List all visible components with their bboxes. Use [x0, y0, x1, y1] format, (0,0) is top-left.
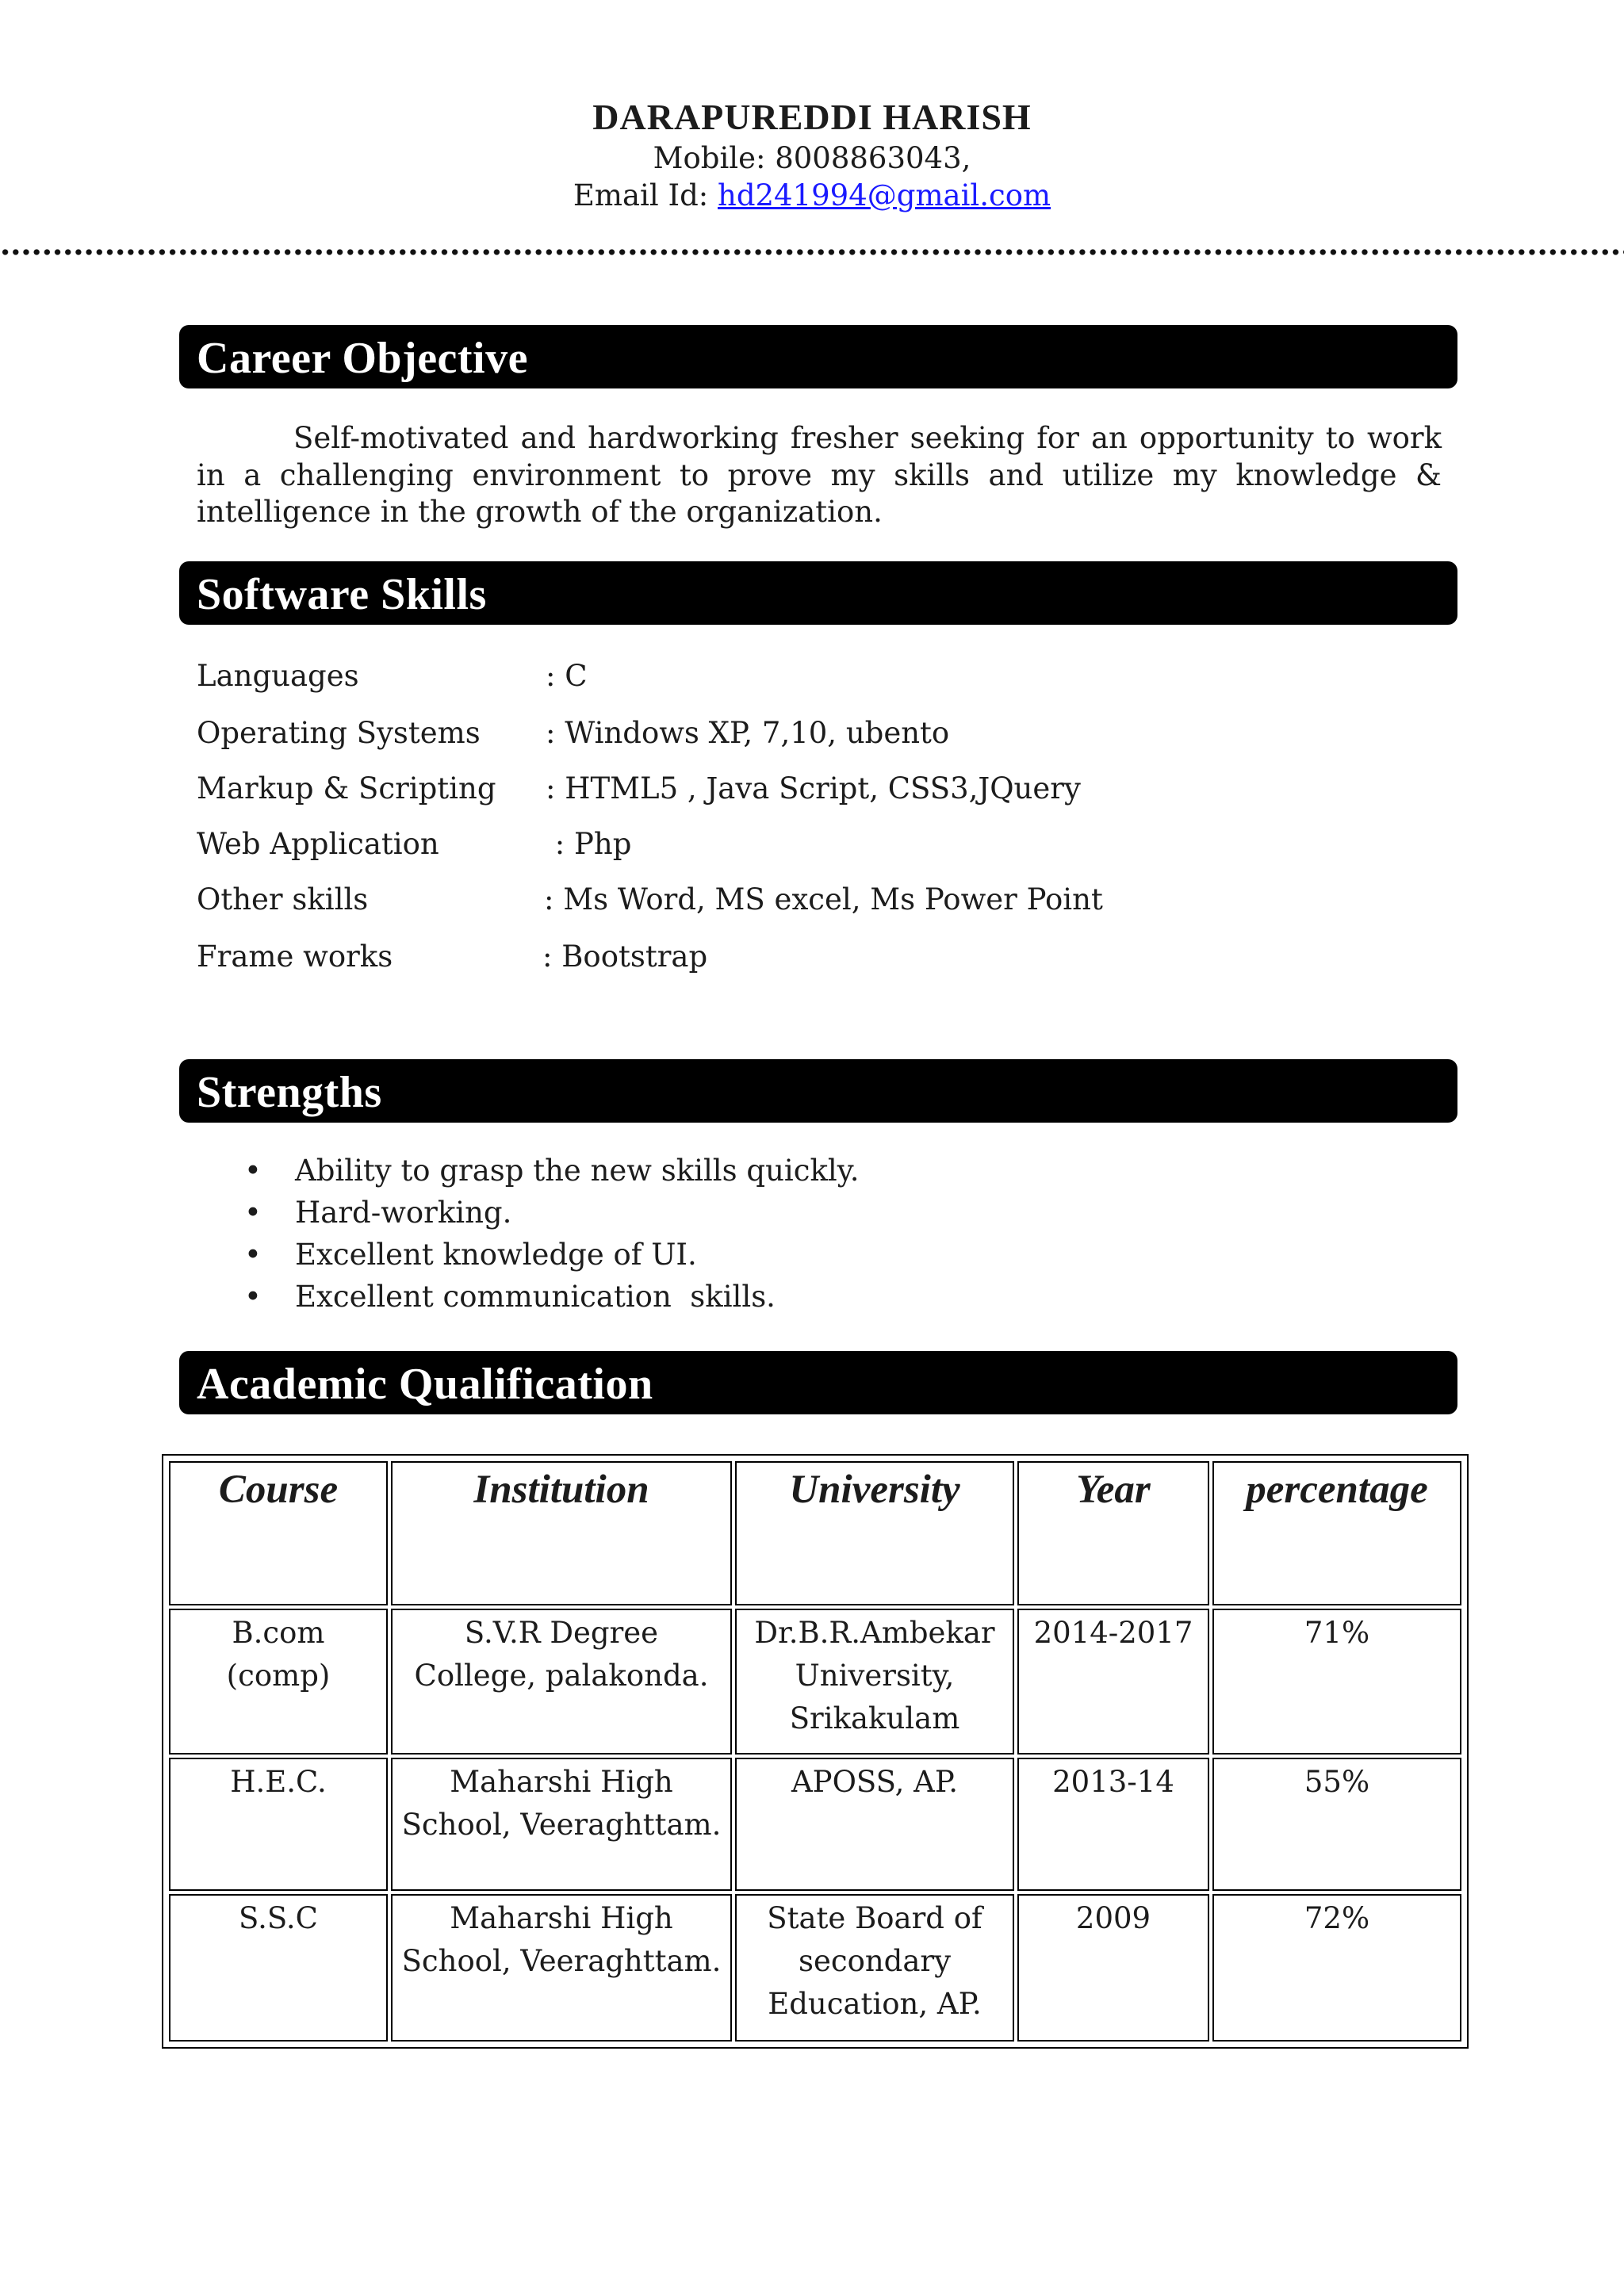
skill-row [197, 715, 950, 752]
skill-value: : Bootstrap [542, 939, 708, 974]
bullet-icon: • [244, 1280, 262, 1314]
table-cell: APOSS, AP. [735, 1758, 1014, 1891]
table-row [169, 1894, 1461, 2042]
table-cell: Maharshi High School, Veeraghttam. [391, 1758, 732, 1891]
table-cell: S.S.C [169, 1894, 388, 2042]
list-item [197, 1234, 859, 1276]
table-cell: Dr.B.R.Ambekar University, Srikakulam [735, 1609, 1014, 1755]
career-objective-text [197, 420, 1442, 531]
email-label: Email Id: [573, 178, 718, 212]
strengths-list [197, 1150, 859, 1318]
skill-row [197, 658, 588, 695]
skill-label: Operating Systems [197, 716, 481, 750]
strength-text: Excellent knowledge of UI. [295, 1238, 697, 1272]
skill-value: : C [546, 659, 588, 693]
skill-value: : Ms Word, MS excel, Ms Power Point [544, 882, 1103, 916]
column-header: Course [169, 1461, 388, 1605]
dotted-divider [0, 247, 1624, 257]
list-item [197, 1276, 859, 1318]
skill-row [197, 826, 632, 863]
academic-qualification-heading: Academic Qualification [179, 1351, 1457, 1414]
table-row [169, 1758, 1461, 1891]
skill-value: : HTML5 , Java Script, CSS3,JQuery [546, 771, 1081, 806]
list-item [197, 1150, 859, 1192]
skill-label: Other skills [197, 882, 369, 916]
mobile-number: Mobile: 8008863043, [653, 141, 971, 175]
skill-label: Markup & Scripting [197, 771, 496, 806]
skill-row [197, 882, 1103, 918]
software-skills-heading: Software Skills [179, 561, 1457, 625]
skill-label: Frame works [197, 939, 393, 974]
column-header: Year [1017, 1461, 1209, 1605]
resume-header [0, 95, 1624, 214]
academic-table [162, 1454, 1469, 2049]
skill-row [197, 771, 1081, 807]
email-line [0, 177, 1624, 214]
table-cell: B.com (comp) [169, 1609, 388, 1755]
skill-value: : Php [546, 827, 632, 861]
strengths-heading: Strengths [179, 1059, 1457, 1123]
skill-value: : Windows XP, 7,10, ubento [546, 716, 950, 750]
table-cell: 72% [1212, 1894, 1461, 2042]
table-cell: 2013-14 [1017, 1758, 1209, 1891]
bullet-icon: • [244, 1196, 262, 1230]
table-cell: State Board of secondary Education, AP. [735, 1894, 1014, 2042]
skill-label: Web Application [197, 827, 439, 861]
skill-label: Languages [197, 659, 359, 693]
table-cell: H.E.C. [169, 1758, 388, 1891]
table-cell: S.V.R Degree College, palakonda. [391, 1609, 732, 1755]
email-link[interactable]: hd241994@gmail.com [718, 178, 1051, 212]
table-cell: 2009 [1017, 1894, 1209, 2042]
table-header-row [169, 1461, 1461, 1605]
column-header: percentage [1212, 1461, 1461, 1605]
table-cell: 71% [1212, 1609, 1461, 1755]
list-item [197, 1192, 859, 1234]
column-header: Institution [391, 1461, 732, 1605]
career-objective-heading: Career Objective [179, 325, 1457, 388]
table-row [169, 1609, 1461, 1755]
column-header: University [735, 1461, 1014, 1605]
table-cell: 2014-2017 [1017, 1609, 1209, 1755]
strength-text: Excellent communication skills. [295, 1280, 776, 1314]
skill-row [197, 939, 708, 975]
objective-paragraph: Self-motivated and hardworking fresher seeking for an opportunity to work in a challenging environment to prove my skills and utilize my knowledge & intelligence in the growth of the organization. [197, 421, 1442, 529]
strength-text: Hard-working. [295, 1196, 512, 1230]
candidate-name: DARAPUREDDI HARISH [592, 97, 1032, 137]
strength-text: Ability to grasp the new skills quickly. [295, 1154, 860, 1188]
table-cell: Maharshi High School, Veeraghttam. [391, 1894, 732, 2042]
table-cell: 55% [1212, 1758, 1461, 1891]
bullet-icon: • [244, 1154, 262, 1188]
bullet-icon: • [244, 1238, 262, 1272]
